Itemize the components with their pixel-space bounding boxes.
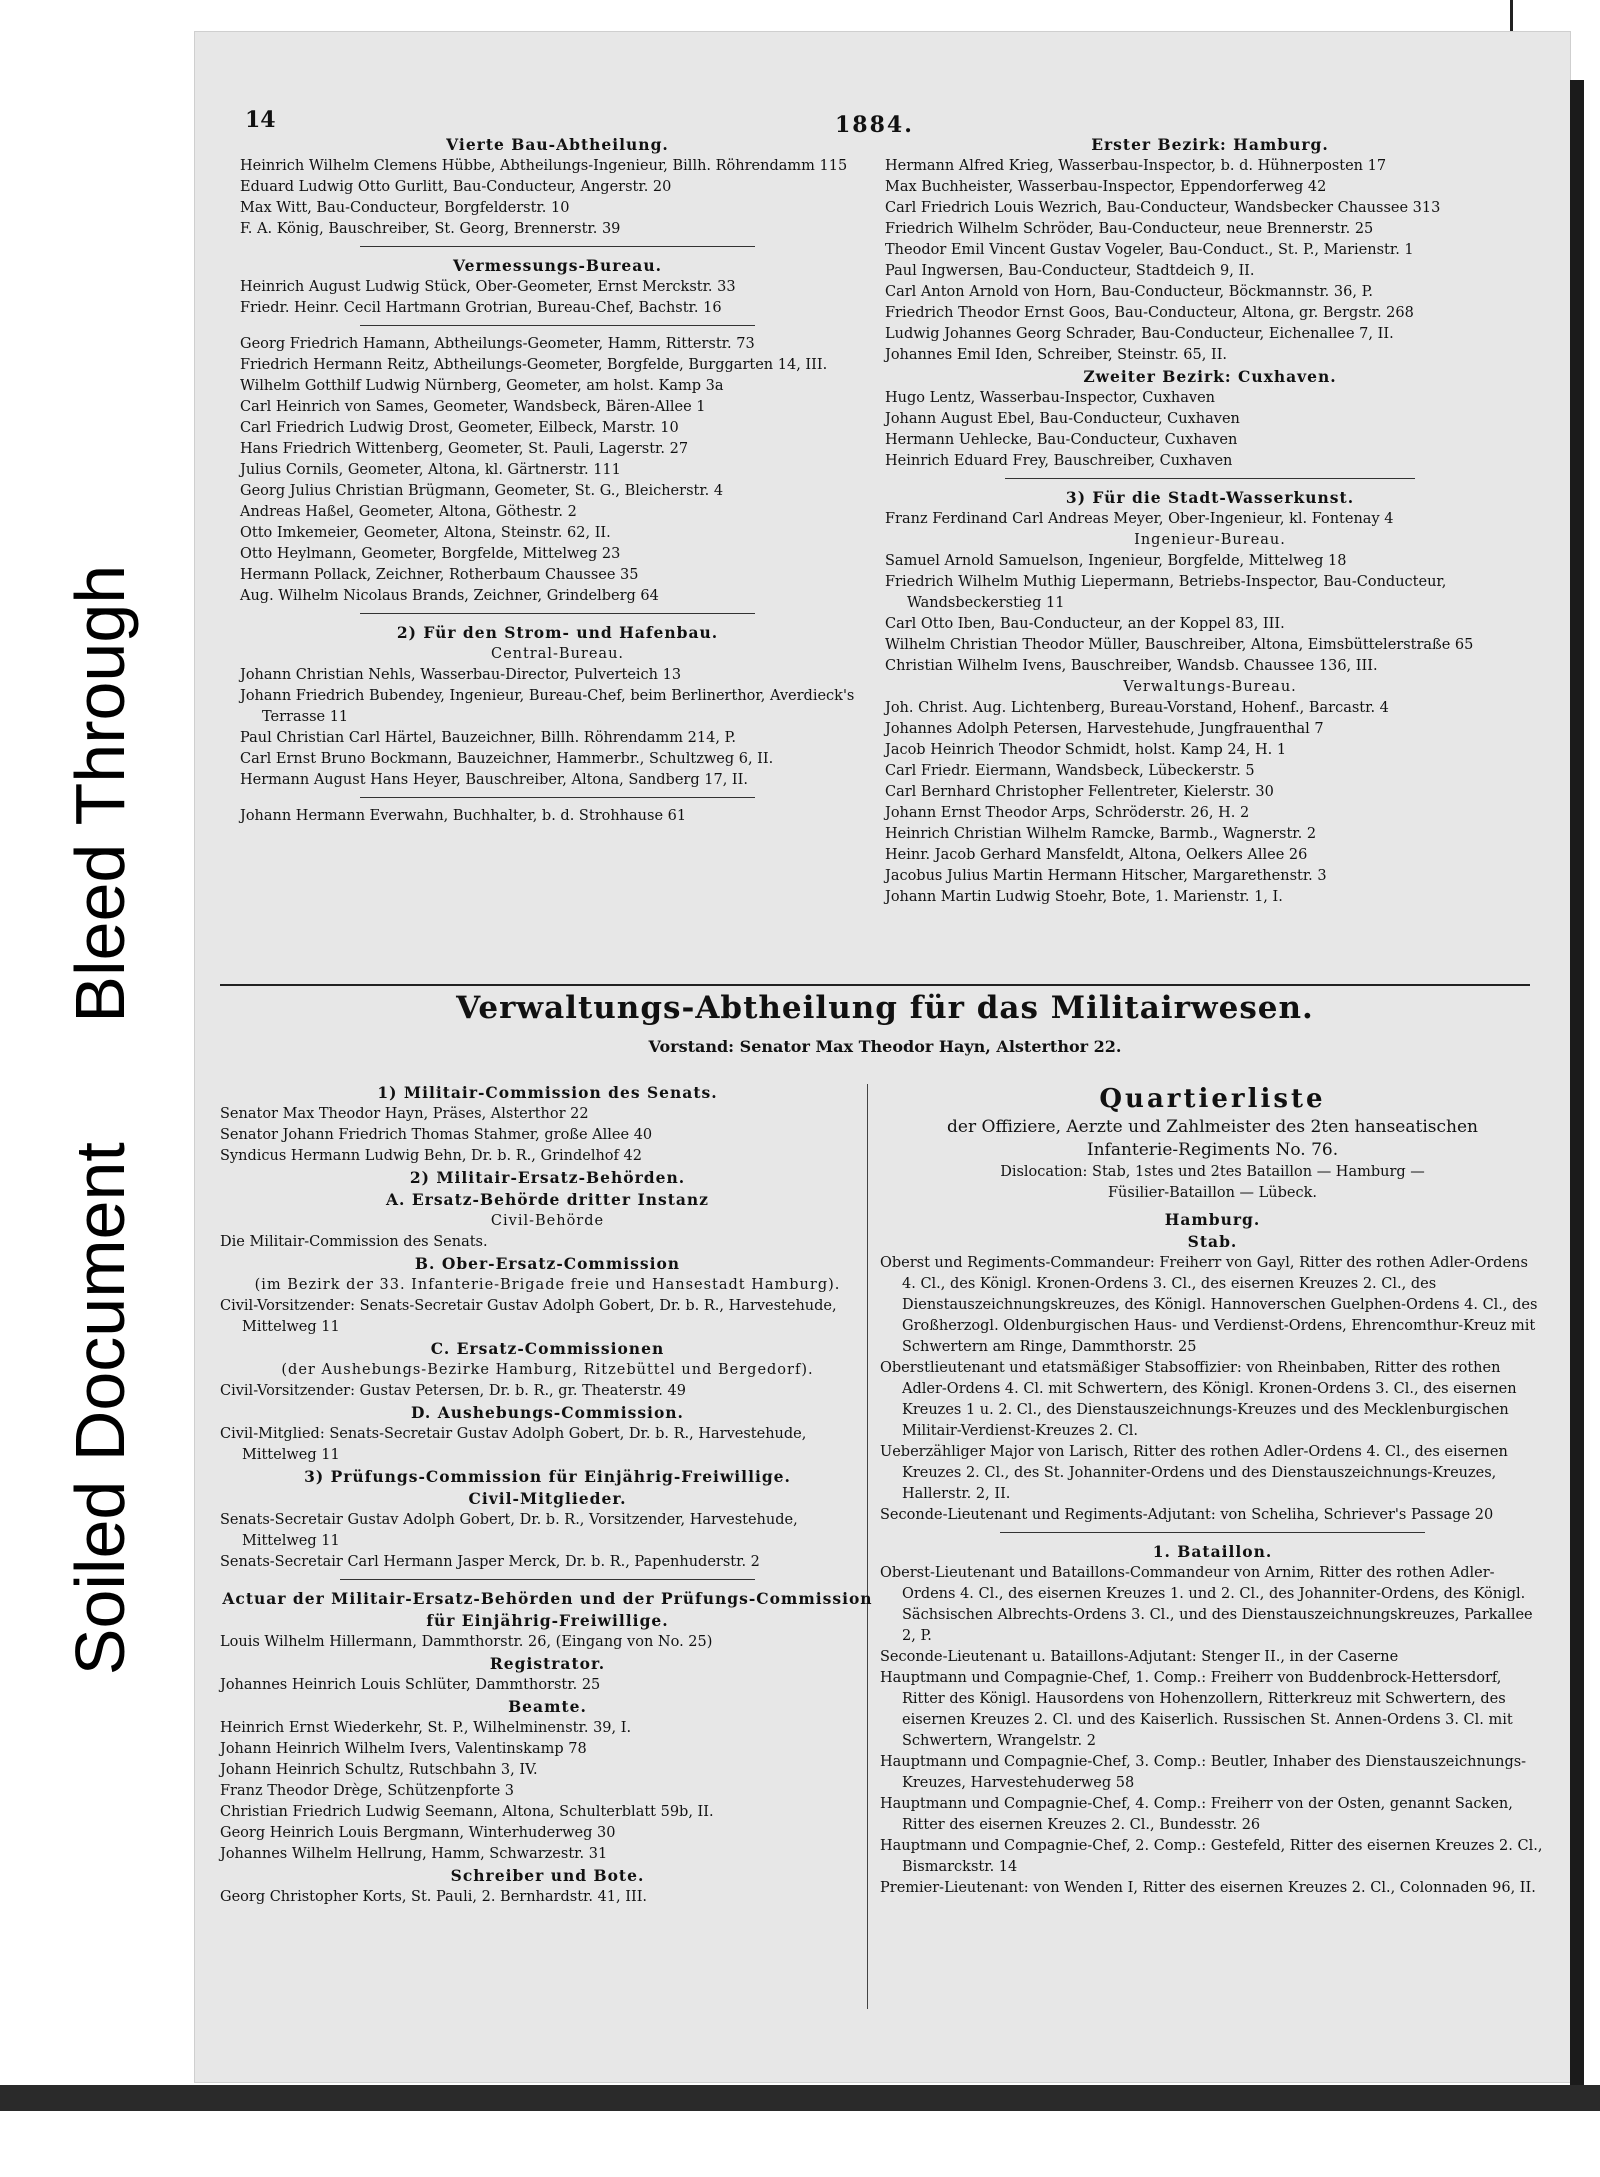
list-item: Heinrich Ernst Wiederkehr, St. P., Wilhelminenstr. 39, I. — [220, 1720, 632, 1736]
list-item: Otto Imkemeier, Geometer, Altona, Steinstr. 62, II. — [240, 525, 611, 541]
section-title: Schreiber und Bote. — [450, 1866, 645, 1885]
list-item: Theodor Emil Vincent Gustav Vogeler, Bau-Conduct., St. P., Marienstr. 1 — [885, 242, 1414, 258]
list-item: Ueberzähliger Major von Larisch, Ritter des rothen Adler-Ordens 4. Cl., des eisernen Kreuzes 2. Cl., des St. Johanniter-Ordens und des Dienstauszeichnungs-Kreuzes, Hallerstr. 2, II. — [880, 1444, 1508, 1502]
list-item: Carl Friedrich Ludwig Drost, Geometer, Eilbeck, Marstr. 10 — [240, 420, 679, 436]
bottom-right-column — [880, 1082, 1545, 1899]
divider — [360, 246, 755, 247]
list-item: Senator Max Theodor Hayn, Präses, Alsterthor 22 — [220, 1106, 589, 1122]
list-item: Hugo Lentz, Wasserbau-Inspector, Cuxhaven — [885, 390, 1215, 406]
list-item: Heinrich Wilhelm Clemens Hübbe, Abtheilungs-Ingenieur, Billh. Röhrendamm 115 — [240, 158, 848, 174]
divider — [1005, 478, 1415, 479]
section-title: Stab. — [1187, 1232, 1238, 1251]
list-item: Hauptmann und Compagnie-Chef, 2. Comp.: Gestefeld, Ritter des eisernen Kreuzes 2. Cl., Bismarckstr. 14 — [880, 1838, 1543, 1875]
list-item: Wilhelm Gotthilf Ludwig Nürnberg, Geometer, am holst. Kamp 3a — [240, 378, 724, 394]
list-item: Carl Friedr. Eiermann, Wandsbeck, Lübeckerstr. 5 — [885, 763, 1255, 779]
list-item: Hermann Alfred Krieg, Wasserbau-Inspector, b. d. Hühnerposten 17 — [885, 158, 1387, 174]
book-spine-edge — [1570, 80, 1584, 2100]
section-title: Actuar der Militair-Ersatz-Behörden und der Prüfungs-Commission für Einjährig-Freiwillige. — [222, 1589, 873, 1630]
top-left-column — [240, 134, 875, 827]
list-item: Hauptmann und Compagnie-Chef, 3. Comp.: Beutler, Inhaber des Dienstauszeichnungs-Kreuzes, Harvestehuderweg 58 — [880, 1754, 1527, 1791]
list-item: Hans Friedrich Wittenberg, Geometer, St. Pauli, Lagerstr. 27 — [240, 441, 689, 457]
section-subtitle: Ingenieur-Bureau. — [1134, 532, 1286, 548]
list-item: Max Buchheister, Wasserbau-Inspector, Eppendorferweg 42 — [885, 179, 1327, 195]
list-item: Heinrich August Ludwig Stück, Ober-Geometer, Ernst Merckstr. 33 — [240, 279, 736, 295]
list-item: Johann Martin Ludwig Stoehr, Bote, 1. Marienstr. 1, I. — [885, 889, 1283, 905]
list-item: Eduard Ludwig Otto Gurlitt, Bau-Conducteur, Angerstr. 20 — [240, 179, 672, 195]
list-item: Friedrich Wilhelm Schröder, Bau-Conducteur, neue Brennerstr. 25 — [885, 221, 1374, 237]
section-subtitle: Civil-Behörde — [490, 1213, 605, 1229]
page-number: 14 — [245, 107, 276, 133]
list-item: Georg Christopher Korts, St. Pauli, 2. Bernhardstr. 41, III. — [220, 1889, 648, 1905]
list-item: Christian Wilhelm Ivens, Bauschreiber, Wandsb. Chaussee 136, III. — [885, 658, 1378, 674]
list-item: Max Witt, Bau-Conducteur, Borgfelderstr. 10 — [240, 200, 570, 216]
list-item: Oberst-Lieutenant und Bataillons-Commandeur von Arnim, Ritter des rothen Adler-Ordens 4. Cl., des eisernen Kreuzes 1. und 2. Cl., des Johanniter-Ordens, des Königl. Sächsischen Albrechts-Ordens 3. Cl., und des Dienstauszeichnungskreuzes, Parkallee 2, P. — [880, 1565, 1533, 1644]
page-year: 1884. — [835, 112, 914, 138]
list-item: Jacob Heinrich Theodor Schmidt, holst. Kamp 24, H. 1 — [885, 742, 1287, 758]
section-title: Beamte. — [508, 1697, 587, 1716]
list-item: Hermann Pollack, Zeichner, Rotherbaum Chaussee 35 — [240, 567, 639, 583]
section-title: 1) Militair-Commission des Senats. — [377, 1083, 718, 1102]
divider — [1000, 1532, 1425, 1533]
list-item: Wilhelm Christian Theodor Müller, Bauschreiber, Altona, Eimsbüttelerstraße 65 — [885, 637, 1474, 653]
list-item: Heinrich Eduard Frey, Bauschreiber, Cuxhaven — [885, 453, 1233, 469]
subsection-title: C. Ersatz-Commissionen — [430, 1339, 665, 1358]
top-right-column — [885, 134, 1535, 908]
list-item: Georg Friedrich Hamann, Abtheilungs-Geometer, Hamm, Ritterstr. 73 — [240, 336, 755, 352]
section-title: Vierte Bau-Abtheilung. — [446, 135, 669, 154]
list-item: Die Militair-Commission des Senats. — [220, 1234, 488, 1250]
quarter-list-subtitle: der Offiziere, Aerzte und Zahlmeister des 2ten hanseatischen — [947, 1117, 1478, 1137]
divider — [360, 797, 755, 798]
subsection-title: D. Aushebungs-Commission. — [411, 1403, 684, 1422]
list-item: Franz Ferdinand Carl Andreas Meyer, Ober-Ingenieur, kl. Fontenay 4 — [885, 511, 1394, 527]
list-item: Johannes Wilhelm Hellrung, Hamm, Schwarzestr. 31 — [220, 1846, 608, 1862]
section-title: Erster Bezirk: Hamburg. — [1091, 135, 1329, 154]
list-item: Hauptmann und Compagnie-Chef, 1. Comp.: Freiherr von Buddenbrock-Hettersdorf, Ritter des Königl. Hausordens von Hohenzollern, Ritterkreuz mit Schwertern, des eisernen Kreuzes 2. Cl. und des Kaiserlich. Russischen St. Annen-Ordens 3. Cl. mit Schwertern, Wrangelstr. 2 — [880, 1670, 1513, 1749]
quarter-list-subtitle: Infanterie-Regiments No. 76. — [1086, 1140, 1339, 1160]
scan-side-label — [30, 560, 170, 1680]
list-item: Christian Friedrich Ludwig Seemann, Altona, Schulterblatt 59b, II. — [220, 1804, 714, 1820]
department-head: Vorstand: Senator Max Theodor Hayn, Alsterthor 22. — [648, 1037, 1122, 1056]
list-item: Johann Heinrich Wilhelm Ivers, Valentinskamp 78 — [220, 1741, 587, 1757]
section-title: 3) Prüfungs-Commission für Einjährig-Freiwillige. — [304, 1467, 791, 1486]
list-item: Premier-Lieutenant: von Wenden I, Ritter des eisernen Kreuzes 2. Cl., Colonnaden 96, II. — [880, 1880, 1536, 1896]
list-item: Johann August Ebel, Bau-Conducteur, Cuxhaven — [885, 411, 1240, 427]
list-item: Louis Wilhelm Hillermann, Dammthorstr. 26, (Eingang von No. 25) — [220, 1634, 713, 1650]
section-title: 2) Für den Strom- und Hafenbau. — [396, 623, 719, 642]
list-item: Georg Heinrich Louis Bergmann, Winterhuderweg 30 — [220, 1825, 616, 1841]
section-title: Registrator. — [489, 1654, 606, 1673]
list-item: Otto Heylmann, Geometer, Borgfelde, Mittelweg 23 — [240, 546, 621, 562]
list-item: Jacobus Julius Martin Hermann Hitscher, Margarethenstr. 3 — [885, 868, 1327, 884]
list-item: Carl Otto Iben, Bau-Conducteur, an der Koppel 83, III. — [885, 616, 1285, 632]
department-title: Verwaltungs-Abtheilung für das Militairwesen. — [456, 990, 1314, 1026]
list-item: Senats-Secretair Carl Hermann Jasper Merck, Dr. b. R., Papenhuderstr. 2 — [220, 1554, 760, 1570]
dislocation-line: Dislocation: Stab, 1stes und 2tes Bataillon — Hamburg — — [1000, 1164, 1425, 1180]
divider — [340, 1579, 755, 1580]
list-item: Julius Cornils, Geometer, Altona, kl. Gärtnerstr. 111 — [240, 462, 621, 478]
list-item: Joh. Christ. Aug. Lichtenberg, Bureau-Vorstand, Hohenf., Barcastr. 4 — [885, 700, 1389, 716]
dislocation-line: Füsilier-Bataillon — Lübeck. — [1108, 1185, 1317, 1201]
city-heading: Hamburg. — [1164, 1210, 1261, 1229]
section-title: 2) Militair-Ersatz-Behörden. — [409, 1168, 686, 1187]
soiled-document-label: Soiled Document — [61, 1142, 139, 1676]
list-item: Johann Friedrich Bubendey, Ingenieur, Bureau-Chef, beim Berlinerthor, Averdieck's Terrasse 11 — [240, 688, 855, 725]
list-item: Seconde-Lieutenant u. Bataillons-Adjutant: Stenger II., in der Caserne — [880, 1649, 1399, 1665]
subsection-title: B. Ober-Ersatz-Commission — [414, 1254, 681, 1273]
section-title: Zweiter Bezirk: Cuxhaven. — [1083, 367, 1337, 386]
list-item: Carl Anton Arnold von Horn, Bau-Conducteur, Böckmannstr. 36, P. — [885, 284, 1373, 300]
list-item: Friedr. Heinr. Cecil Hartmann Grotrian, Bureau-Chef, Bachstr. 16 — [240, 300, 722, 316]
list-item: Friedrich Wilhelm Muthig Liepermann, Betriebs-Inspector, Bau-Conducteur, Wandsbeckerstieg 11 — [885, 574, 1447, 611]
list-item: Ludwig Johannes Georg Schrader, Bau-Conducteur, Eichenallee 7, II. — [885, 326, 1394, 342]
list-item: Johann Hermann Everwahn, Buchhalter, b. d. Strohhause 61 — [240, 808, 687, 824]
section-title: 3) Für die Stadt-Wasserkunst. — [1065, 488, 1355, 507]
list-item: Carl Friedrich Louis Wezrich, Bau-Conducteur, Wandsbecker Chaussee 313 — [885, 200, 1441, 216]
section-subtitle: Verwaltungs-Bureau. — [1123, 679, 1297, 695]
list-item: Paul Christian Carl Härtel, Bauzeichner, Billh. Röhrendamm 214, P. — [240, 730, 736, 746]
section-title: 1. Bataillon. — [1152, 1542, 1273, 1561]
book-page — [195, 32, 1570, 2082]
list-item: Civil-Mitglied: Senats-Secretair Gustav Adolph Gobert, Dr. b. R., Harvestehude, Mittelweg 11 — [220, 1426, 807, 1463]
list-item: Johannes Emil Iden, Schreiber, Steinstr. 65, II. — [885, 347, 1228, 363]
list-item: Carl Heinrich von Sames, Geometer, Wandsbeck, Bären-Allee 1 — [240, 399, 706, 415]
list-item: Johannes Adolph Petersen, Harvestehude, Jungfrauenthal 7 — [885, 721, 1324, 737]
section-subtitle: Central-Bureau. — [490, 646, 625, 662]
list-item: Senator Johann Friedrich Thomas Stahmer, große Allee 40 — [220, 1127, 653, 1143]
list-item: Hermann Uehlecke, Bau-Conducteur, Cuxhaven — [885, 432, 1238, 448]
list-item: Aug. Wilhelm Nicolaus Brands, Zeichner, Grindelberg 64 — [240, 588, 659, 604]
list-item: Johann Heinrich Schultz, Rutschbahn 3, IV. — [220, 1762, 538, 1778]
bleed-through-label: Bleed Through — [61, 564, 139, 1023]
list-item: Oberstlieutenant und etatsmäßiger Stabsoffizier: von Rheinbaben, Ritter des rothen Adler-Ordens 4. Cl. mit Schwertern, des Königl. Kronen-Ordens 3. Cl., des eisernen Kreuzes 1 u. 2. Cl., des Dienstauszeichnungs-Kreuzes und des Mecklenburgischen Militair-Verdienst-Kreuzes 2. Cl. — [880, 1360, 1517, 1439]
list-item: Seconde-Lieutenant und Regiments-Adjutant: von Scheliha, Schriever's Passage 20 — [880, 1507, 1494, 1523]
list-item: F. A. König, Bauschreiber, St. Georg, Brennerstr. 39 — [240, 221, 621, 237]
list-item: Carl Bernhard Christopher Fellentreter, Kielerstr. 30 — [885, 784, 1274, 800]
list-item: Hermann August Hans Heyer, Bauschreiber, Altona, Sandberg 17, II. — [240, 772, 748, 788]
list-item: Senats-Secretair Gustav Adolph Gobert, Dr. b. R., Vorsitzender, Harvestehude, Mittelweg 11 — [220, 1512, 798, 1549]
quarter-list-title: Quartierliste — [1099, 1084, 1326, 1114]
list-item: Heinr. Jacob Gerhard Mansfeldt, Altona, Oelkers Allee 26 — [885, 847, 1308, 863]
list-item: Carl Ernst Bruno Bockmann, Bauzeichner, Hammerbr., Schultzweg 6, II. — [240, 751, 774, 767]
list-item: Civil-Vorsitzender: Senats-Secretair Gustav Adolph Gobert, Dr. b. R., Harvestehude, Mittelweg 11 — [220, 1298, 837, 1335]
list-item: Franz Theodor Drège, Schützenpforte 3 — [220, 1783, 514, 1799]
list-item: Johann Christian Nehls, Wasserbau-Director, Pulverteich 13 — [240, 667, 682, 683]
list-item: Civil-Vorsitzender: Gustav Petersen, Dr. b. R., gr. Theaterstr. 49 — [220, 1383, 686, 1399]
subsection-title: A. Ersatz-Behörde dritter Instanz — [386, 1190, 709, 1209]
divider — [360, 325, 755, 326]
section-subtitle: Civil-Mitglieder. — [468, 1489, 627, 1508]
list-item: Heinrich Christian Wilhelm Ramcke, Barmb., Wagnerstr. 2 — [885, 826, 1317, 842]
list-item: Paul Ingwersen, Bau-Conducteur, Stadtdeich 9, II. — [885, 263, 1255, 279]
section-subtitle: (im Bezirk der 33. Infanterie-Brigade freie und Hansestadt Hamburg). — [254, 1277, 841, 1293]
list-item: Johann Ernst Theodor Arps, Schröderstr. 26, H. 2 — [885, 805, 1250, 821]
list-item: Friedrich Theodor Ernst Goos, Bau-Conducteur, Altona, gr. Bergstr. 268 — [885, 305, 1414, 321]
list-item: Samuel Arnold Samuelson, Ingenieur, Borgfelde, Mittelweg 18 — [885, 553, 1347, 569]
list-item: Johannes Heinrich Louis Schlüter, Dammthorstr. 25 — [220, 1677, 601, 1693]
list-item: Friedrich Hermann Reitz, Abtheilungs-Geometer, Borgfelde, Burggarten 14, III. — [240, 357, 828, 373]
list-item: Georg Julius Christian Brügmann, Geometer, St. G., Bleicherstr. 4 — [240, 483, 724, 499]
bottom-left-column — [220, 1082, 875, 1908]
section-subtitle: (der Aushebungs-Bezirke Hamburg, Ritzebüttel und Bergedorf). — [281, 1362, 814, 1378]
scan-bottom-edge — [0, 2085, 1600, 2111]
divider — [360, 613, 755, 614]
section-rule — [220, 984, 1530, 986]
list-item: Syndicus Hermann Ludwig Behn, Dr. b. R., Grindelhof 42 — [220, 1148, 642, 1164]
list-item: Andreas Haßel, Geometer, Altona, Göthestr. 2 — [240, 504, 577, 520]
section-title: Vermessungs-Bureau. — [453, 256, 662, 275]
list-item: Hauptmann und Compagnie-Chef, 4. Comp.: Freiherr von der Osten, genannt Sacken, Ritter des eisernen Kreuzes 2. Cl., Bundesstr. 26 — [880, 1796, 1513, 1833]
list-item: Oberst und Regiments-Commandeur: Freiherr von Gayl, Ritter des rothen Adler-Ordens 4. Cl., des Königl. Kronen-Ordens 3. Cl., des eisernen Kreuzes 2. Cl., des Dienstauszeichnungskreuzes, des Königl. Hannoverschen Guelphen-Ordens 4. Cl., des Großherzogl. Oldenburgischen Haus- und Verdienst-Ordens, Ehrencomthur-Kreuz mit Schwertern am Ringe, Dammthorstr. 25 — [880, 1255, 1538, 1355]
